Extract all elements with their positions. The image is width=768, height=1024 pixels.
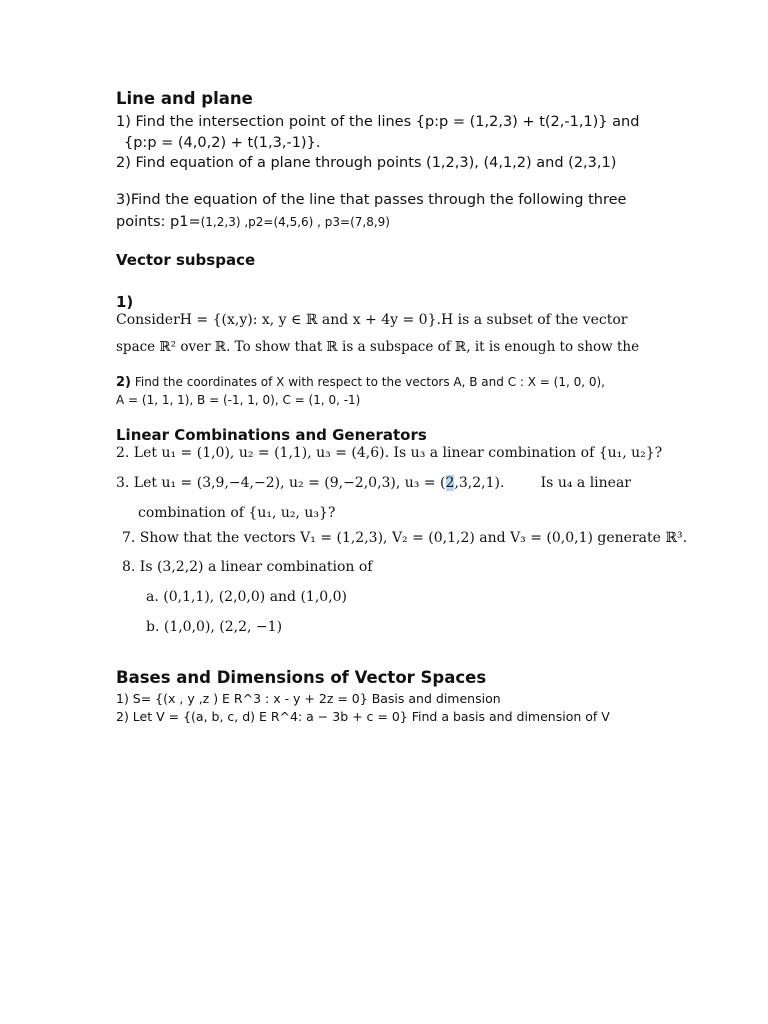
item-3-vectors-start: 3. Let u₁ = (3,9,−4,−2), u₂ = (9,−2,0,3), u₃ = (	[116, 475, 446, 491]
subspace-question-1-line-1	[116, 312, 627, 328]
question-3-line-1: 3)Find the equation of the line that passes through the following three	[116, 192, 627, 208]
bases-question-2: 2) Let V = {(a, b, c, d) E R^4: a − 3b + c = 0} Find a basis and dimension of V	[116, 709, 610, 724]
subspace-question-2-line-2: A = (1, 1, 1), B = (-1, 1, 0), C = (1, 0, -1)	[116, 393, 361, 407]
section-title-vector-subspace: Vector subspace	[116, 251, 256, 269]
item-8: 8. Is (3,2,2) a linear combination of	[122, 559, 373, 575]
highlighted-digit: 2	[445, 475, 455, 491]
section-title-bases-dimensions: Bases and Dimensions of Vector Spaces	[116, 668, 487, 687]
set-definition: H = {(x,y): x, y ∈ ℝ and x + 4y = 0}.	[179, 312, 441, 328]
item-3-line-2: combination of {u₁, u₂, u₃}?	[138, 505, 336, 521]
subspace-question-2-line-1	[116, 375, 605, 390]
item-3-line-1	[116, 475, 631, 491]
item-7: 7. Show that the vectors V₁ = (1,2,3), V₂ = (0,1,2) and V₃ = (0,0,1) generate ℝ³.	[122, 530, 688, 546]
subset-statement: H is a subset of the vector	[440, 312, 628, 328]
subspace-question-1-line-2: space ℝ² over ℝ. To show that ℝ is a subspace of ℝ, it is enough to show the	[116, 339, 640, 355]
consider-word: Consider	[116, 312, 180, 328]
subspace-question-2-number: 2)	[116, 375, 131, 390]
item-3-vectors	[116, 475, 504, 491]
item-8b: b. (1,0,0), (2,2, −1)	[146, 619, 283, 635]
question-1-line-1: 1) Find the intersection point of the lines {p:p = (1,2,3) + t(2,-1,1)} and	[116, 114, 640, 130]
section-title-line-and-plane: Line and plane	[116, 89, 253, 108]
question-3-line-2	[116, 212, 390, 233]
subspace-question-1-label: 1)	[116, 293, 134, 311]
item-2: 2. Let u₁ = (1,0), u₂ = (1,1), u₃ = (4,6). Is u₃ a linear combination of {u₁, u₂}?	[116, 445, 663, 461]
bases-question-1: 1) S= {(x , y ,z ) E R^3 : x - y + 2z = 0} Basis and dimension	[116, 691, 501, 706]
item-8a: a. (0,1,1), (2,0,0) and (1,0,0)	[146, 589, 348, 605]
question-1-line-2: {p:p = (4,0,2) + t(1,3,-1)}.	[124, 135, 321, 151]
item-3-question: Is u₄ a linear	[540, 475, 631, 491]
question-3-prefix: points: p1=	[116, 214, 201, 230]
question-3-points: (1,2,3) ,p2=(4,5,6) , p3=(7,8,9)	[200, 215, 390, 229]
question-2: 2) Find equation of a plane through points (1,2,3), (4,1,2) and (2,3,1)	[116, 155, 617, 171]
item-3-vectors-end: ,3,2,1).	[454, 475, 505, 491]
section-title-linear-combinations: Linear Combinations and Generators	[116, 426, 427, 444]
subspace-question-2-text: Find the coordinates of X with respect to the vectors A, B and C : X = (1, 0, 0),	[134, 375, 605, 389]
